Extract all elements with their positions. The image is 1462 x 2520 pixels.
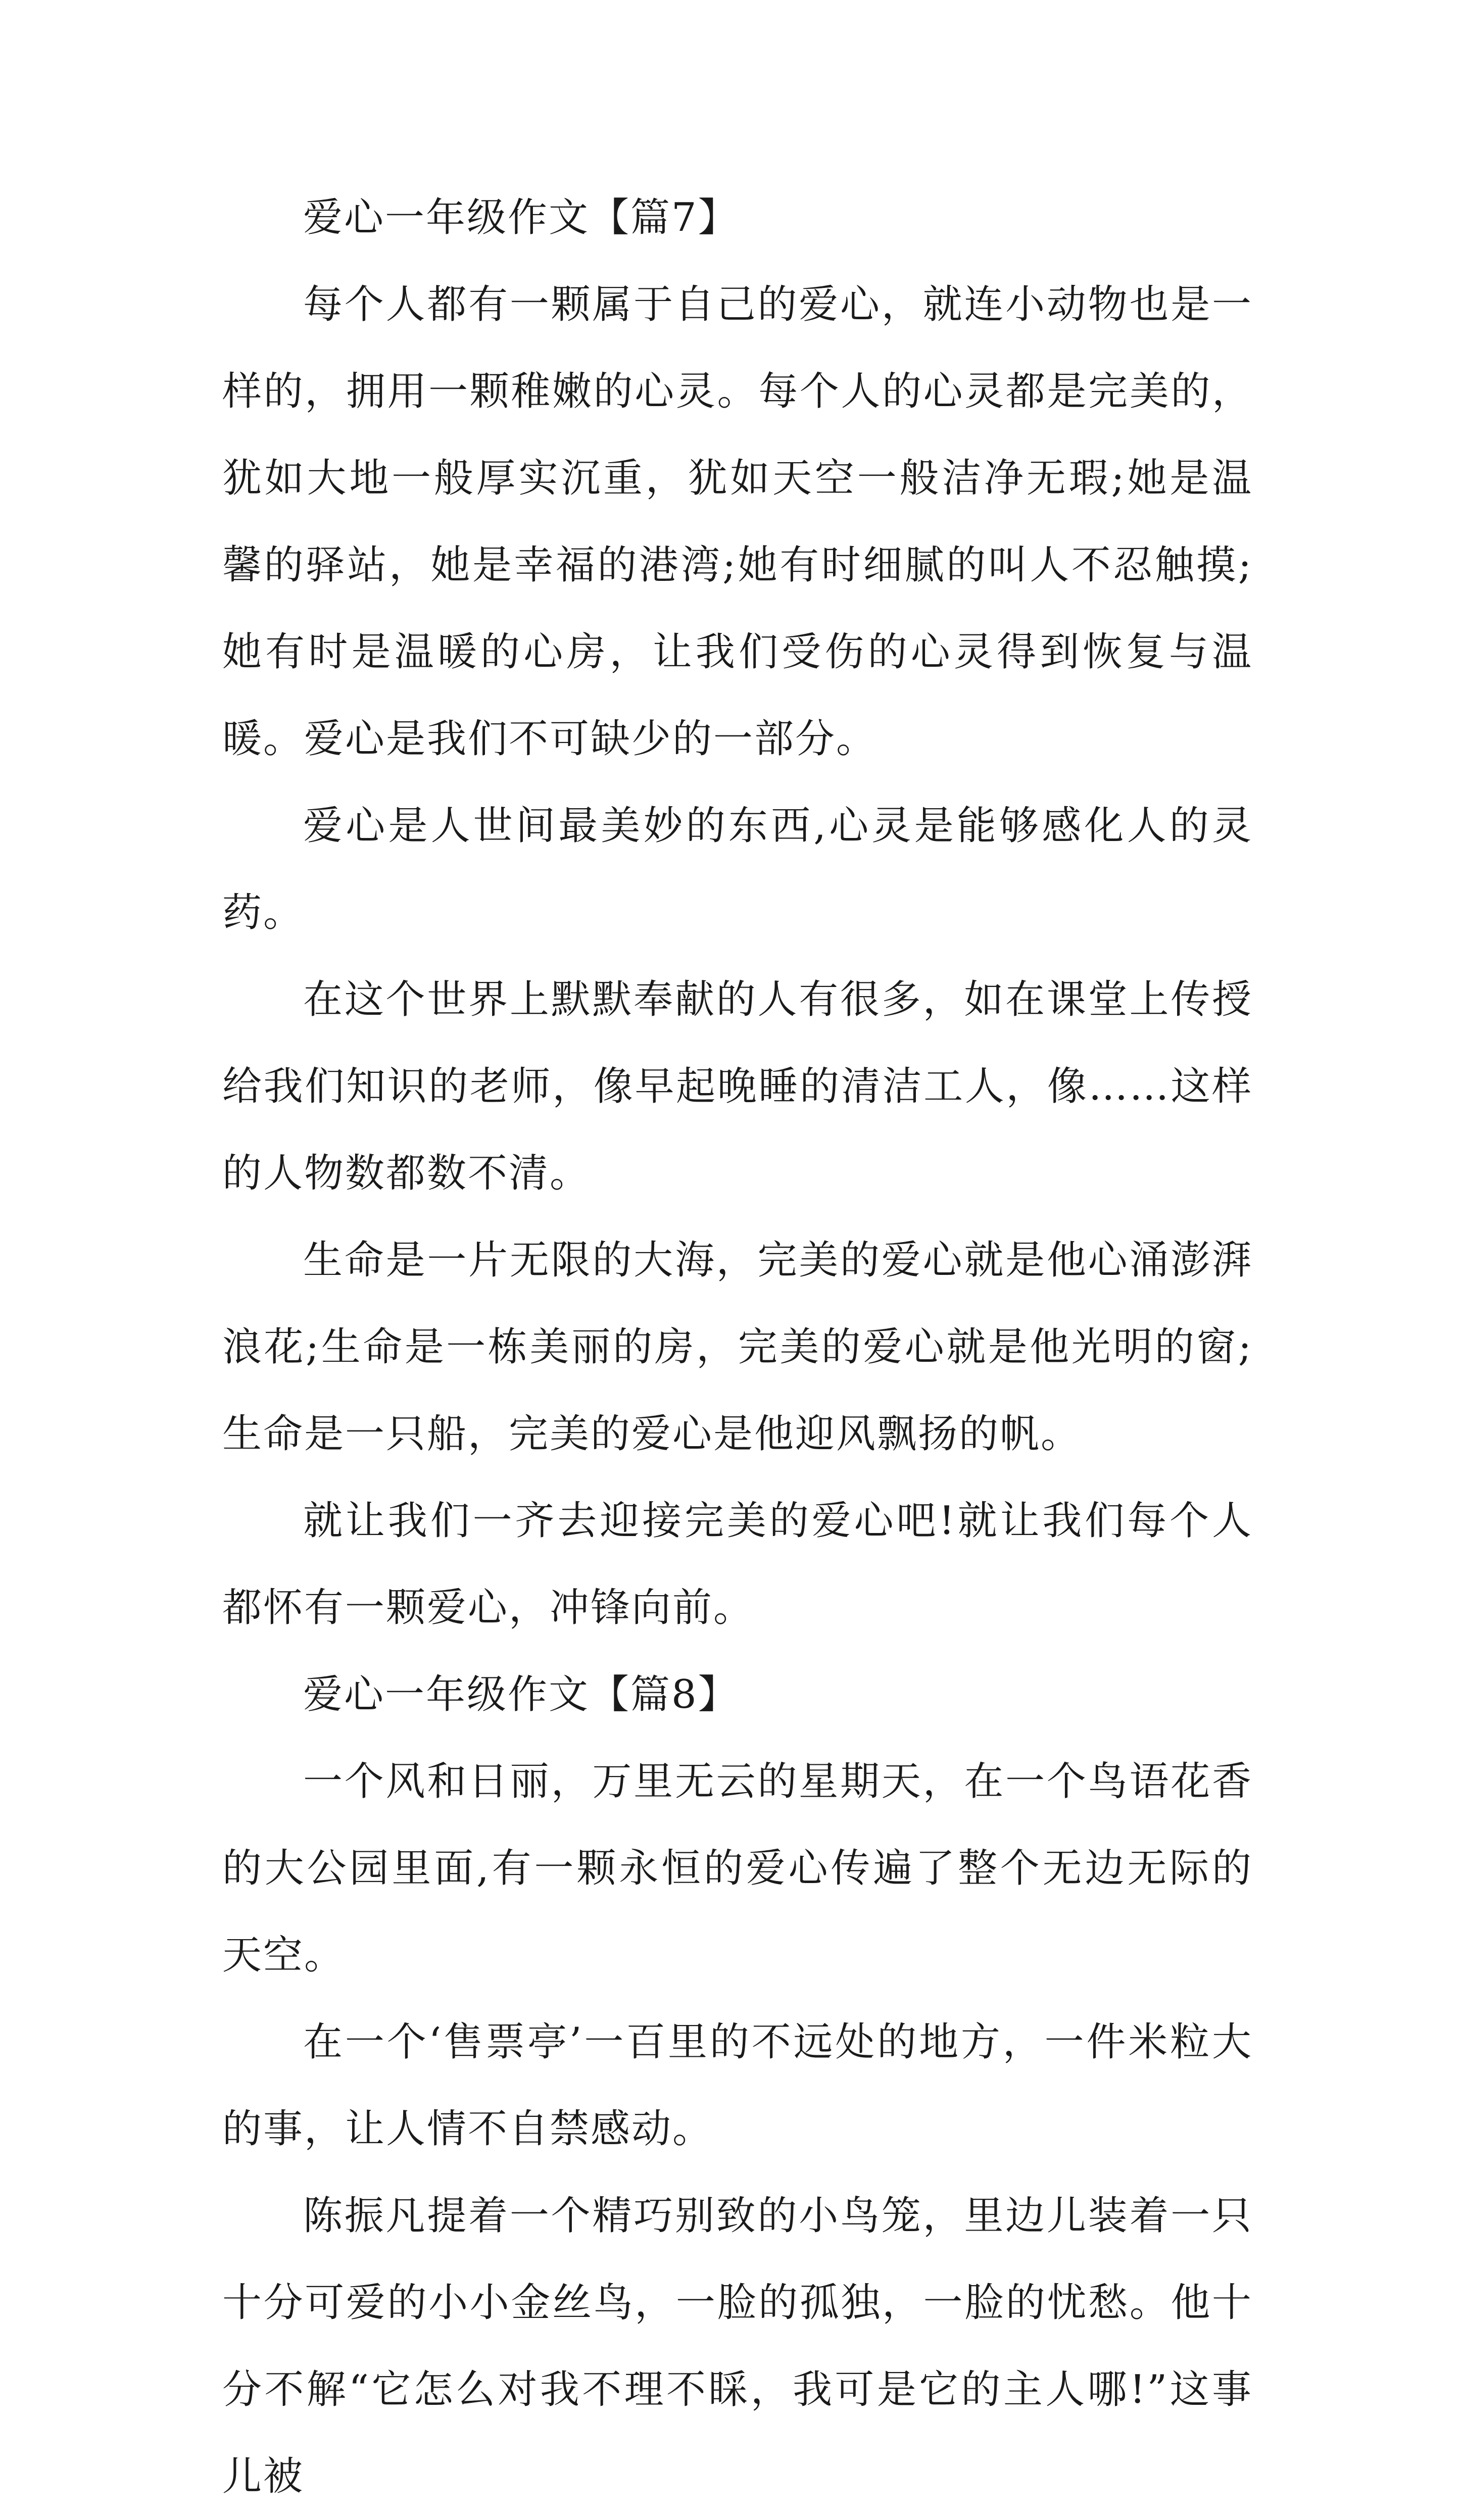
paragraph: 生命是一片无限的大海，完美的爱心就是他心涌澎湃浪花;生命是一栋美丽的房，完美的爱心就是他光明的窗;生命是一只船，完美的爱心是他迎风飘扬的帆。: [222, 1238, 1253, 1457]
paragraph: 每个人都有一颗属于自己的爱心，就连小动物也是一样的，拥用一颗稚嫩的心灵。每个人的心灵都是完美的，犹如大地一般厚实沉重，犹如天空一般洁净无瑕;她是温馨的驿站，她是幸福的港湾;她有时细腻的叫人不忍触摸;她有时是温暖的心房，让我们受伤的心灵得到恢复与温暖。爱心是我们不可缺少的一部分。: [222, 282, 1253, 762]
section-heading-8: 爱心一年级作文【篇8】: [303, 1672, 739, 1717]
paragraph: 就让我们一齐去迎接完美的爱心吧!就让我们每个人都怀有一颗爱心，冲锋向前。: [222, 1498, 1253, 1630]
section-heading-7: 爱心一年级作文【篇7】: [303, 195, 739, 240]
paragraph: 在这个世界上默默奉献的人有很多，如在课堂上传授给我们知识的老师，像早起晚睡的清洁工人，像……这样的人物数都数不清。: [222, 977, 1253, 1196]
paragraph: 陈振凡提着一个精巧别致的小鸟笼，里边儿装着一只十分可爱的小小金丝鸟，一脸的孤独，一脸的忧愁。他十分不解“它怎么对我不理不睬，我可是它的主人哪!”这事儿被: [222, 2193, 1253, 2499]
paragraph: 爱心是人世间最美妙的东西,心灵是能够感化人的灵药。: [222, 803, 1253, 935]
paragraph: 在一个‘售票亭’一百里的不远处的地方，一件米粒大的事，让人情不自禁感动。: [222, 2019, 1253, 2152]
document-body: [222, 174, 1253, 2520]
paragraph: 一个风和日丽，万里无云的星期天，在一个鸟语花香的大公园里面,有一颗永恒的爱心传遍了整个无边无际的天空。: [222, 1759, 1253, 1978]
